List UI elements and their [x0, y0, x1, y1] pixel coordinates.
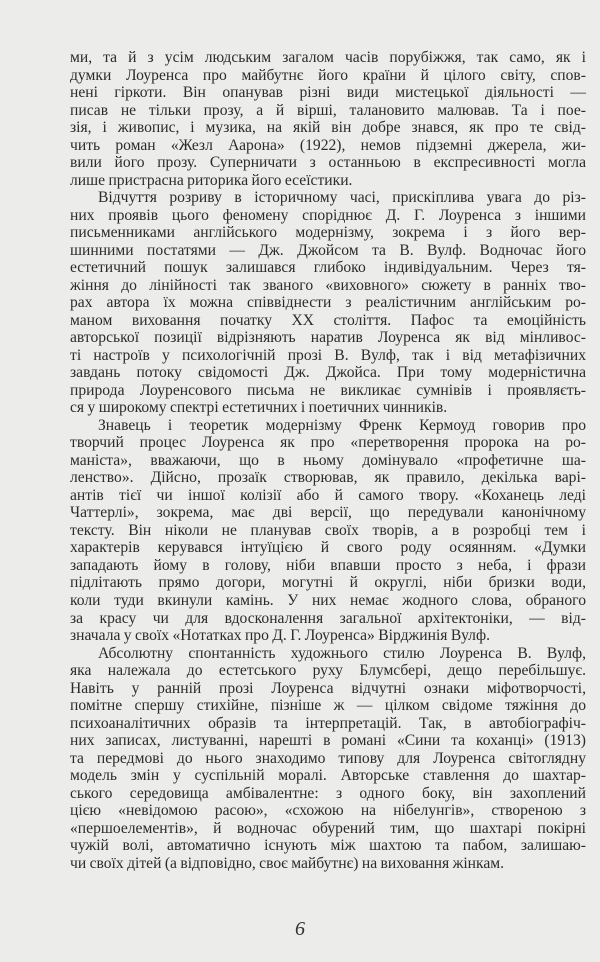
text-line: авторської позиції відрізняють наратив Лоуренса як від мінливос-: [70, 329, 586, 347]
text-line: чи своїх дітей (а відповідно, своє майбутнє) на виховання жінкам.: [70, 854, 505, 872]
text-line: Абсолютну спонтанність художнього стилю Лоуренса В. Вулф,: [98, 644, 586, 662]
book-page-text: [70, 49, 586, 872]
text-line: ленство». Дійсно, прозаїк створював, як правило, декілька варі-: [70, 469, 586, 487]
text-line: зія, і живопис, і музика, на якій він добре знався, як про те свід-: [70, 119, 586, 137]
text-line: «першоелементів», й водночас обурений тим, що шахтарі покірні: [70, 819, 586, 837]
text-line: та передмові до нього знаходимо типову для Лоуренса світоглядну: [70, 749, 586, 767]
text-line: тексту. Він ніколи не планував своїх творів, а в розробці тем і: [70, 521, 586, 539]
text-line: психоаналітичних образів та інтерпретацій. Так, в автобіографіч-: [70, 714, 586, 732]
text-line: рах автора їх можна співвіднести з реалістичним англійським ро-: [70, 294, 586, 312]
text-line: жіння до лінійності так званого «виховного» сюжету в ранніх тво-: [70, 276, 586, 294]
text-line: цією «невідомою расою», «схожою на нібелунгів», створеною з: [70, 802, 586, 820]
text-line: помітне спершу стихійне, пізніше ж — цілком свідоме тяжіння до: [70, 697, 586, 715]
text-line: лише пристрасна риторика його есеїстики.: [70, 171, 353, 189]
text-line: коли туди вкинули камінь. У них немає жодного слова, обраного: [70, 591, 586, 609]
text-line: ті настроїв у психологічній прозі В. Вулф, так і від метафізичних: [70, 346, 586, 364]
text-line: завдань потоку свідомості Дж. Джойса. При тому модерністична: [70, 364, 586, 382]
text-line: маніста», вважаючи, що в ньому домінувало «профетичне ша-: [70, 451, 586, 469]
text-line: маном виховання початку XX століття. Пафос та емоційність: [70, 311, 586, 329]
text-line: чить роман «Жезл Аарона» (1922), немов підземні джерела, жи-: [70, 136, 586, 154]
text-line: Чаттерлі», зокрема, має дві версії, що передували канонічному: [70, 504, 586, 522]
text-line: нені гіркоти. Він опанував різні види мистецької діяльності —: [70, 84, 586, 102]
text-line: вили його прозу. Суперничати з останньою в експресивності могла: [70, 154, 586, 172]
text-line: шинними постатями — Дж. Джойсом та В. Вулф. Водночас його: [70, 241, 586, 259]
text-line: Знавець і теоретик модернізму Френк Кермоуд говорив про: [98, 416, 586, 434]
text-line: природа Лоуренсового письма не викликає сумнівів і проявляєть-: [70, 381, 586, 399]
text-line: них записах, листуванні, нарешті в романі «Сини та коханці» (1913): [70, 732, 586, 750]
text-line: западають йому в голову, ніби впавши просто з неба, і фрази: [70, 556, 586, 574]
text-line: естетичний пошук залишався глибоко індивідуальним. Через тя-: [70, 259, 586, 277]
text-line: ся у широкому спектрі естетичних і поетичних чинників.: [70, 399, 448, 417]
text-line: творчий процес Лоуренса як про «перетворення пророка на ро-: [70, 434, 586, 452]
text-line: модель змін у суспільній моралі. Авторське ставлення до шахтар-: [70, 767, 586, 785]
text-line: за красу чи для вдосконалення загальної архітектоніки, — від-: [70, 609, 586, 627]
paragraph: [70, 49, 586, 189]
page-number: 6: [295, 918, 305, 940]
text-line: характерів керувався інтуїцією й свого роду осяянням. «Думки: [70, 539, 586, 557]
text-line: чужій волі, автоматично існують між шахтою та пабом, залишаю-: [70, 837, 586, 855]
paragraph: [70, 645, 586, 873]
text-line: підлітають прямо догори, могутні й округлі, ніби бризки води,: [70, 574, 586, 592]
text-line: Відчуття розриву в історичному часі, прискіплива увага до різ-: [98, 189, 586, 207]
text-line: ми, та й з усім людським загалом часів порубіжжя, так само, як і: [70, 49, 586, 66]
paragraph: [70, 189, 586, 417]
text-line: Навіть у ранній прозі Лоуренса відчутні ознаки міфотворчості,: [70, 679, 586, 697]
text-line: яка належала до естетського руху Блумсбері, дещо перебільшує.: [70, 662, 586, 680]
text-line: значала у своїх «Нотатках про Д. Г. Лоуренса» Вірджинія Вулф.: [70, 627, 490, 645]
paragraph: [70, 417, 586, 645]
text-line: них проявів цього феномену споріднює Д. Г. Лоуренса з іншими: [70, 206, 586, 224]
text-line: ського середовища амбівалентне: з одного боку, він захоплений: [70, 784, 586, 802]
text-line: антів тієї чи іншої колізії або й самого твору. «Коханець леді: [70, 486, 586, 504]
text-line: письменниками англійського модернізму, зокрема і з його вер-: [70, 224, 586, 242]
text-line: думки Лоуренса про майбутнє його країни й цілого світу, спов-: [70, 66, 586, 84]
text-line: писав не тільки прозу, а й вірші, талановито малював. Та і пое-: [70, 101, 586, 119]
